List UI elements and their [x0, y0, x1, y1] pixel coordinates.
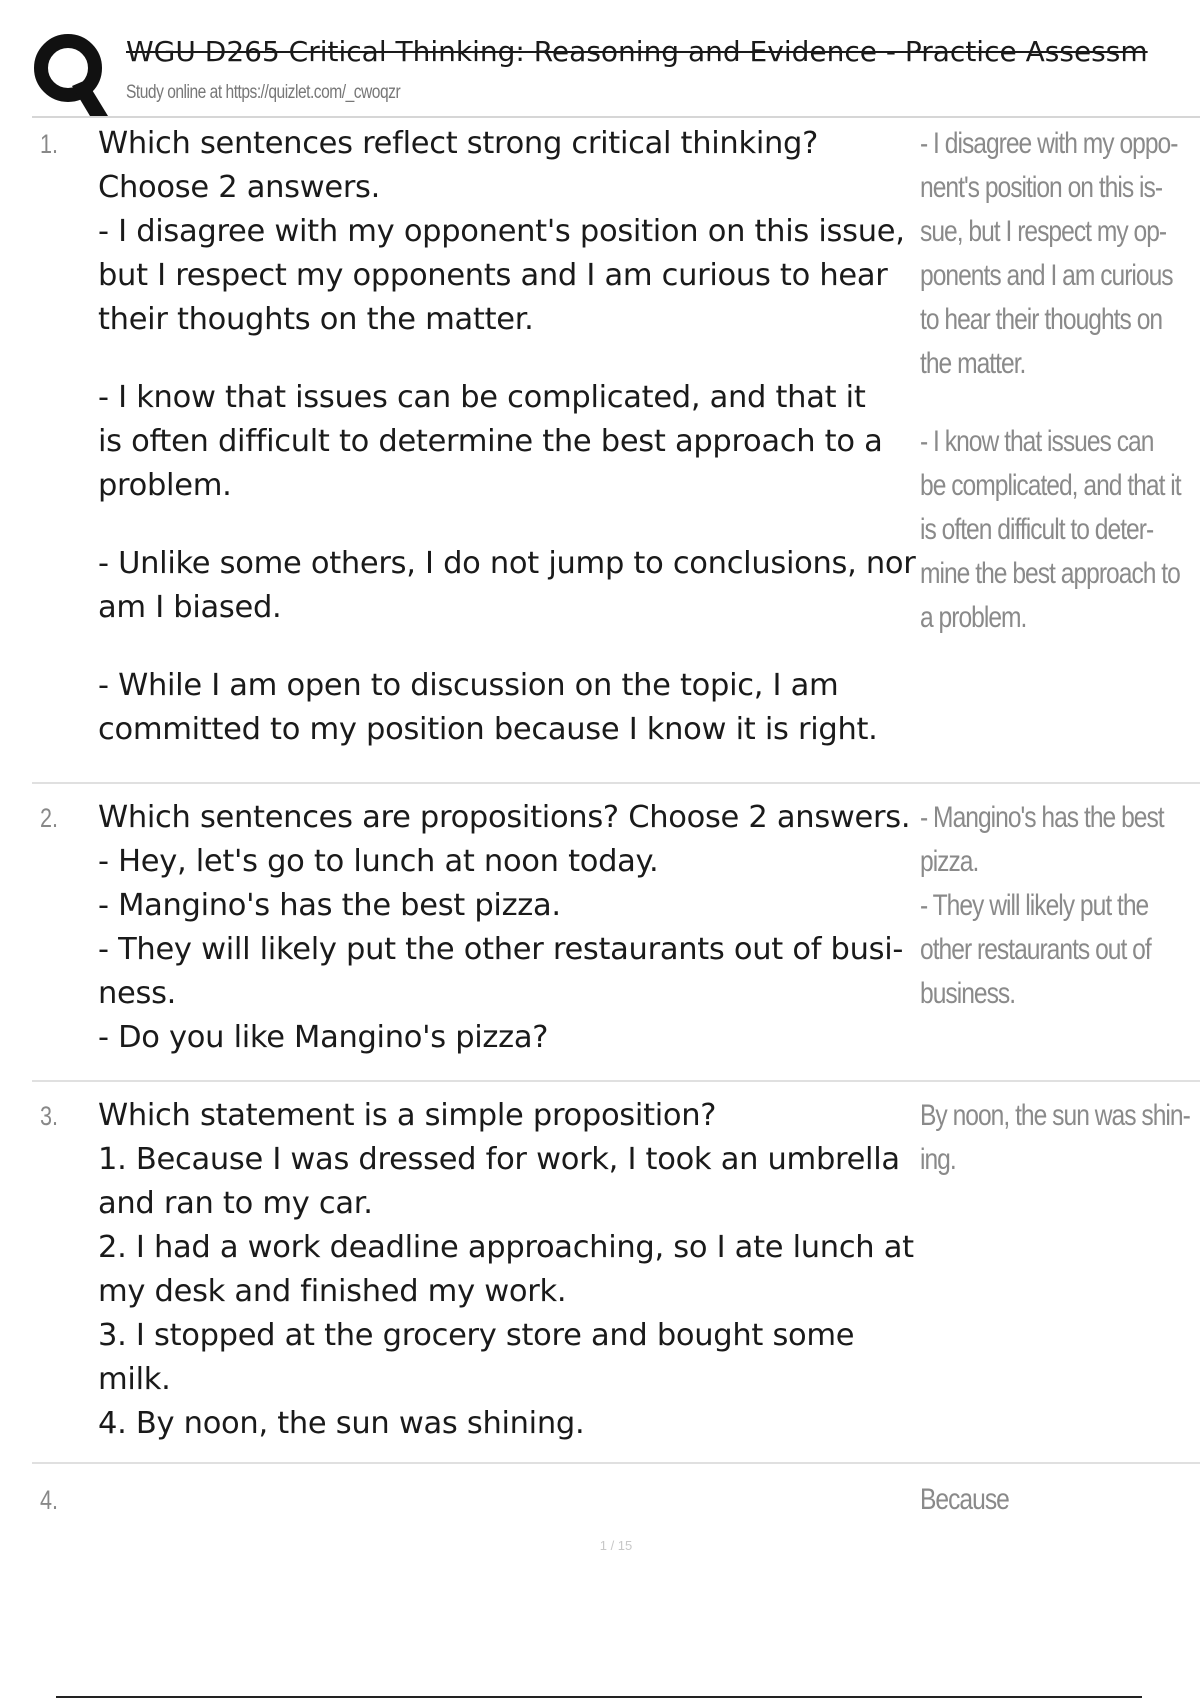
card-question: [98, 1094, 948, 1446]
text-line: pizza.: [920, 845, 979, 878]
card-answer: [920, 796, 1182, 1016]
text-line: ness.: [98, 976, 177, 1011]
study-link-text: Study online at https://quizlet.com/_cwoqzr: [126, 82, 401, 103]
text-line: Choose 2 answers.: [98, 170, 381, 205]
card-number: 3.: [40, 1101, 59, 1131]
header-divider: [32, 116, 1200, 118]
text-line: my desk and finished my work.: [98, 1274, 567, 1309]
text-line: nent's position on this is-: [920, 171, 1163, 204]
line-spacer: [98, 508, 948, 542]
text-line: milk.: [98, 1362, 171, 1397]
text-line: Because: [920, 1483, 1009, 1516]
text-line: By noon, the sun was shin-: [920, 1099, 1190, 1132]
card-answer: [920, 1094, 1190, 1182]
text-line: - Mangino's has the best pizza.: [98, 888, 561, 923]
text-line: sue, but I respect my op-: [920, 215, 1167, 248]
flashcard-1: [32, 122, 1200, 784]
flashcard-4: [32, 1478, 1200, 1538]
text-line: their thoughts on the matter.: [98, 302, 534, 337]
text-line: - Hey, let's go to lunch at noon today.: [98, 844, 659, 879]
text-line: Which statement is a simple proposition?: [98, 1098, 717, 1133]
text-line: but I respect my opponents and I am curious to hear: [98, 258, 888, 293]
card-number: 1.: [40, 129, 59, 159]
card-question: [98, 122, 948, 752]
text-line: - Do you like Mangino's pizza?: [98, 1020, 549, 1055]
text-line: business.: [920, 977, 1016, 1010]
text-line: Which sentences reflect strong critical thinking?: [98, 126, 818, 161]
text-line: be complicated, and that it: [920, 469, 1181, 502]
text-line: is often difficult to determine the best approach to a: [98, 424, 883, 459]
card-answer: [920, 1478, 1182, 1522]
text-line: - They will likely put the other restaurants out of busi-: [98, 932, 904, 967]
flashcard-3: [32, 1094, 1200, 1464]
document-title: WGU D265 Critical Thinking: Reasoning and Evidence - Practice Assessm: [126, 35, 1148, 68]
text-line: - They will likely put the: [920, 889, 1149, 922]
line-spacer: [920, 386, 1182, 420]
text-line: 4. By noon, the sun was shining.: [98, 1406, 585, 1441]
text-line: am I biased.: [98, 590, 282, 625]
page-number: 1 / 15: [599, 1538, 633, 1553]
text-line: mine the best approach to: [920, 557, 1180, 590]
text-line: ponents and I am curious: [920, 259, 1173, 292]
text-line: committed to my position because I know it is right.: [98, 712, 878, 747]
text-line: and ran to my car.: [98, 1186, 373, 1221]
flashcard-2: [32, 796, 1200, 1082]
text-line: other restaurants out of: [920, 933, 1151, 966]
text-line: - I know that issues can: [920, 425, 1154, 458]
text-line: - I know that issues can be complicated, and that it: [98, 380, 866, 415]
card-number: 2.: [40, 803, 59, 833]
card-number: 4.: [40, 1485, 59, 1515]
text-line: - I disagree with my oppo-: [920, 127, 1178, 160]
text-line: Which sentences are propositions? Choose 2 answers.: [98, 800, 911, 835]
text-line: to hear their thoughts on: [920, 303, 1163, 336]
text-line: - Unlike some others, I do not jump to conclusions, nor: [98, 546, 916, 581]
text-line: - Mangino's has the best: [920, 801, 1164, 834]
text-line: a problem.: [920, 601, 1027, 634]
text-line: - While I am open to discussion on the topic, I am: [98, 668, 839, 703]
line-spacer: [98, 342, 948, 376]
card-question: [98, 796, 948, 1060]
text-line: - I disagree with my opponent's position on this issue,: [98, 214, 905, 249]
document-header: [0, 0, 1200, 118]
card-answer: [920, 122, 1182, 640]
text-line: 1. Because I was dressed for work, I took an umbrella: [98, 1142, 900, 1177]
text-line: ing.: [920, 1143, 956, 1176]
text-line: is often difficult to deter-: [920, 513, 1154, 546]
line-spacer: [98, 630, 948, 664]
footer-divider: [56, 1696, 1142, 1698]
text-line: 2. I had a work deadline approaching, so I ate lunch at: [98, 1230, 914, 1265]
text-line: 3. I stopped at the grocery store and bought some: [98, 1318, 855, 1353]
text-line: problem.: [98, 468, 232, 503]
text-line: the matter.: [920, 347, 1026, 380]
quizlet-logo-icon: [32, 30, 108, 116]
